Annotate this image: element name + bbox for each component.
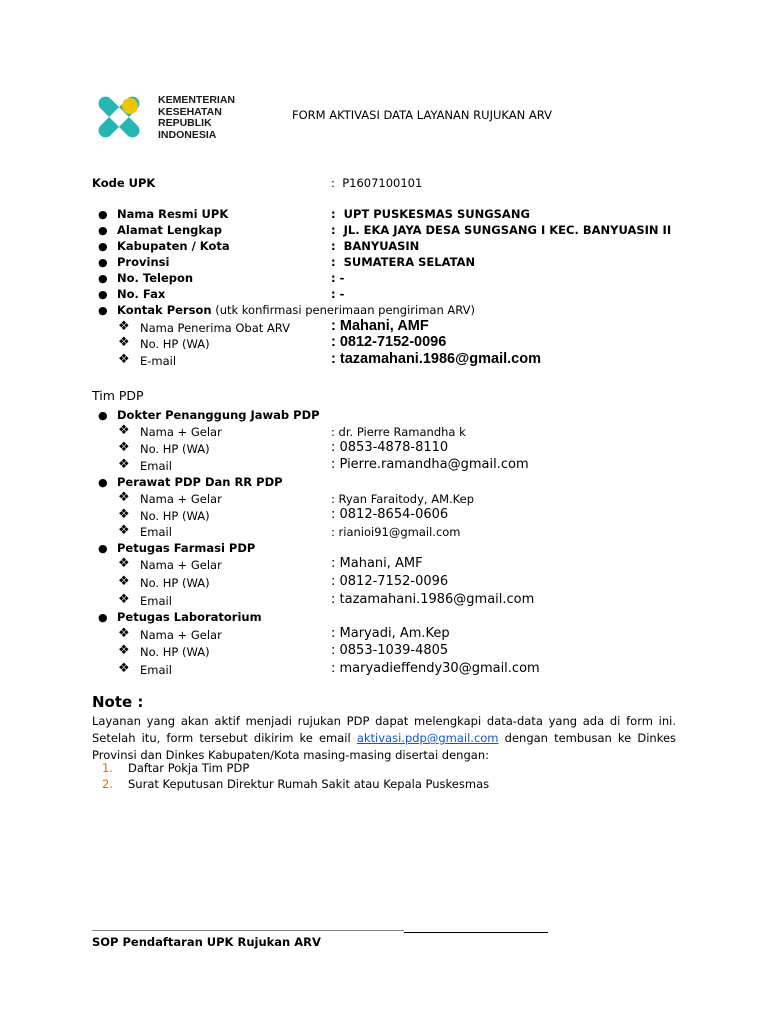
item-value: : 0853-1039-4805 bbox=[331, 643, 449, 658]
contact-name-label: Nama Penerima Obat ARV bbox=[140, 321, 291, 335]
diamond-bullet-icon: ❖ bbox=[118, 626, 130, 641]
item-value: : Maryadi, Am.Kep bbox=[331, 626, 450, 641]
item-label: No. HP (WA) bbox=[140, 645, 210, 659]
field-label: No. Telepon bbox=[117, 271, 194, 285]
item-value: : Pierre.ramandha@gmail.com bbox=[331, 457, 529, 472]
item-value: : rianioi91@gmail.com bbox=[331, 525, 461, 539]
diamond-bullet-icon: ❖ bbox=[118, 592, 130, 607]
item-label: Email bbox=[140, 459, 172, 473]
item-label: Nama + Gelar bbox=[140, 628, 222, 642]
field-value: : BANYUASIN bbox=[331, 239, 420, 253]
item-value: : 0812-8654-0606 bbox=[331, 507, 449, 522]
item-label: Email bbox=[140, 525, 172, 539]
diamond-bullet-icon: ❖ bbox=[118, 490, 130, 505]
ministry-logo bbox=[86, 84, 236, 152]
diamond-bullet-icon: ❖ bbox=[118, 523, 130, 538]
item-value: : Ryan Faraitody, AM.Kep bbox=[331, 492, 475, 506]
item-value: : Mahani, AMF bbox=[331, 556, 423, 571]
contact-phone-value: : 0812-7152-0096 bbox=[331, 334, 447, 350]
group-title: Petugas Laboratorium bbox=[117, 610, 262, 624]
list-item: 1. Daftar Pokja Tim PDP bbox=[102, 761, 250, 775]
item-value: : 0853-4878-8110 bbox=[331, 440, 449, 455]
field-label: Kabupaten / Kota bbox=[117, 239, 230, 253]
field-value: : - bbox=[331, 287, 345, 301]
item-value: : tazamahani.1986@gmail.com bbox=[331, 592, 535, 607]
item-label: Email bbox=[140, 594, 172, 608]
contact-person-label: Kontak Person (utk konfirmasi penerimaan pengiriman ARV) bbox=[117, 303, 475, 317]
field-value: : JL. EKA JAYA DESA SUNGSANG I KEC. BANYUASIN II bbox=[331, 223, 672, 237]
diamond-bullet-icon: ❖ bbox=[118, 457, 130, 472]
diamond-bullet-icon: ❖ bbox=[118, 643, 130, 658]
item-label: Nama + Gelar bbox=[140, 492, 222, 506]
item-label: No. HP (WA) bbox=[140, 576, 210, 590]
field-value: : - bbox=[331, 271, 345, 285]
contact-email-value: : tazamahani.1986@gmail.com bbox=[331, 351, 541, 367]
field-label: Alamat Lengkap bbox=[117, 223, 223, 237]
diamond-bullet-icon: ❖ bbox=[118, 319, 130, 334]
field-label: Provinsi bbox=[117, 255, 170, 269]
diamond-bullet-icon: ❖ bbox=[118, 574, 130, 589]
diamond-bullet-icon: ❖ bbox=[118, 556, 130, 571]
note-paragraph: Layanan yang akan aktif menjadi rujukan PDP dapat melengkapi data-data yang ada di form ini. Setelah itu, form tersebut dikirim ke email aktivasi.pdp@gmail.com dengan tembusan ke Dinkes Provinsi dan Dinkes Kabupaten/Kota masing-masing disertai dengan: bbox=[92, 714, 677, 762]
footer-divider bbox=[92, 930, 404, 931]
contact-name-value: : Mahani, AMF bbox=[331, 318, 429, 334]
kode-upk-label: Kode UPK bbox=[92, 176, 156, 190]
item-value: : maryadieffendy30@gmail.com bbox=[331, 661, 540, 676]
list-item: 2. Surat Keputusan Direktur Rumah Sakit atau Kepala Puskesmas bbox=[102, 777, 490, 791]
diamond-bullet-icon: ❖ bbox=[118, 440, 130, 455]
item-value: : 0812-7152-0096 bbox=[331, 574, 449, 589]
ministry-name: KEMENTERIAN KESEHATAN REPUBLIK INDONESIA bbox=[158, 94, 236, 141]
item-label: Email bbox=[140, 663, 172, 677]
field-label: Nama Resmi UPK bbox=[117, 207, 229, 221]
field-label: No. Fax bbox=[117, 287, 166, 301]
item-label: No. HP (WA) bbox=[140, 442, 210, 456]
kode-upk-value: : P1607100101 bbox=[331, 176, 423, 190]
field-value: : SUMATERA SELATAN bbox=[331, 255, 476, 269]
diamond-bullet-icon: ❖ bbox=[118, 352, 130, 367]
ministry-emblem-icon bbox=[86, 84, 152, 150]
item-label: No. HP (WA) bbox=[140, 509, 210, 523]
diamond-bullet-icon: ❖ bbox=[118, 507, 130, 522]
footer-divider bbox=[404, 932, 548, 933]
group-title: Petugas Farmasi PDP bbox=[117, 541, 256, 555]
diamond-bullet-icon: ❖ bbox=[118, 335, 130, 350]
tim-pdp-title: Tim PDP bbox=[92, 388, 144, 403]
contact-email-label: E-mail bbox=[140, 354, 177, 368]
item-value: : dr. Pierre Ramandha k bbox=[331, 425, 466, 439]
group-title: Dokter Penanggung Jawab PDP bbox=[117, 408, 320, 422]
form-title: FORM AKTIVASI DATA LAYANAN RUJUKAN ARV bbox=[292, 108, 552, 122]
field-value: : UPT PUSKESMAS SUNGSANG bbox=[331, 207, 530, 221]
activation-email-link[interactable]: aktivasi.pdp@gmail.com bbox=[356, 731, 499, 745]
footer-text: SOP Pendaftaran UPK Rujukan ARV bbox=[92, 935, 321, 949]
group-title: Perawat PDP Dan RR PDP bbox=[117, 475, 283, 489]
contact-phone-label: No. HP (WA) bbox=[140, 337, 210, 351]
diamond-bullet-icon: ❖ bbox=[118, 661, 130, 676]
item-label: Nama + Gelar bbox=[140, 425, 222, 439]
item-label: Nama + Gelar bbox=[140, 558, 222, 572]
note-heading: Note : bbox=[92, 693, 144, 711]
diamond-bullet-icon: ❖ bbox=[118, 423, 130, 438]
